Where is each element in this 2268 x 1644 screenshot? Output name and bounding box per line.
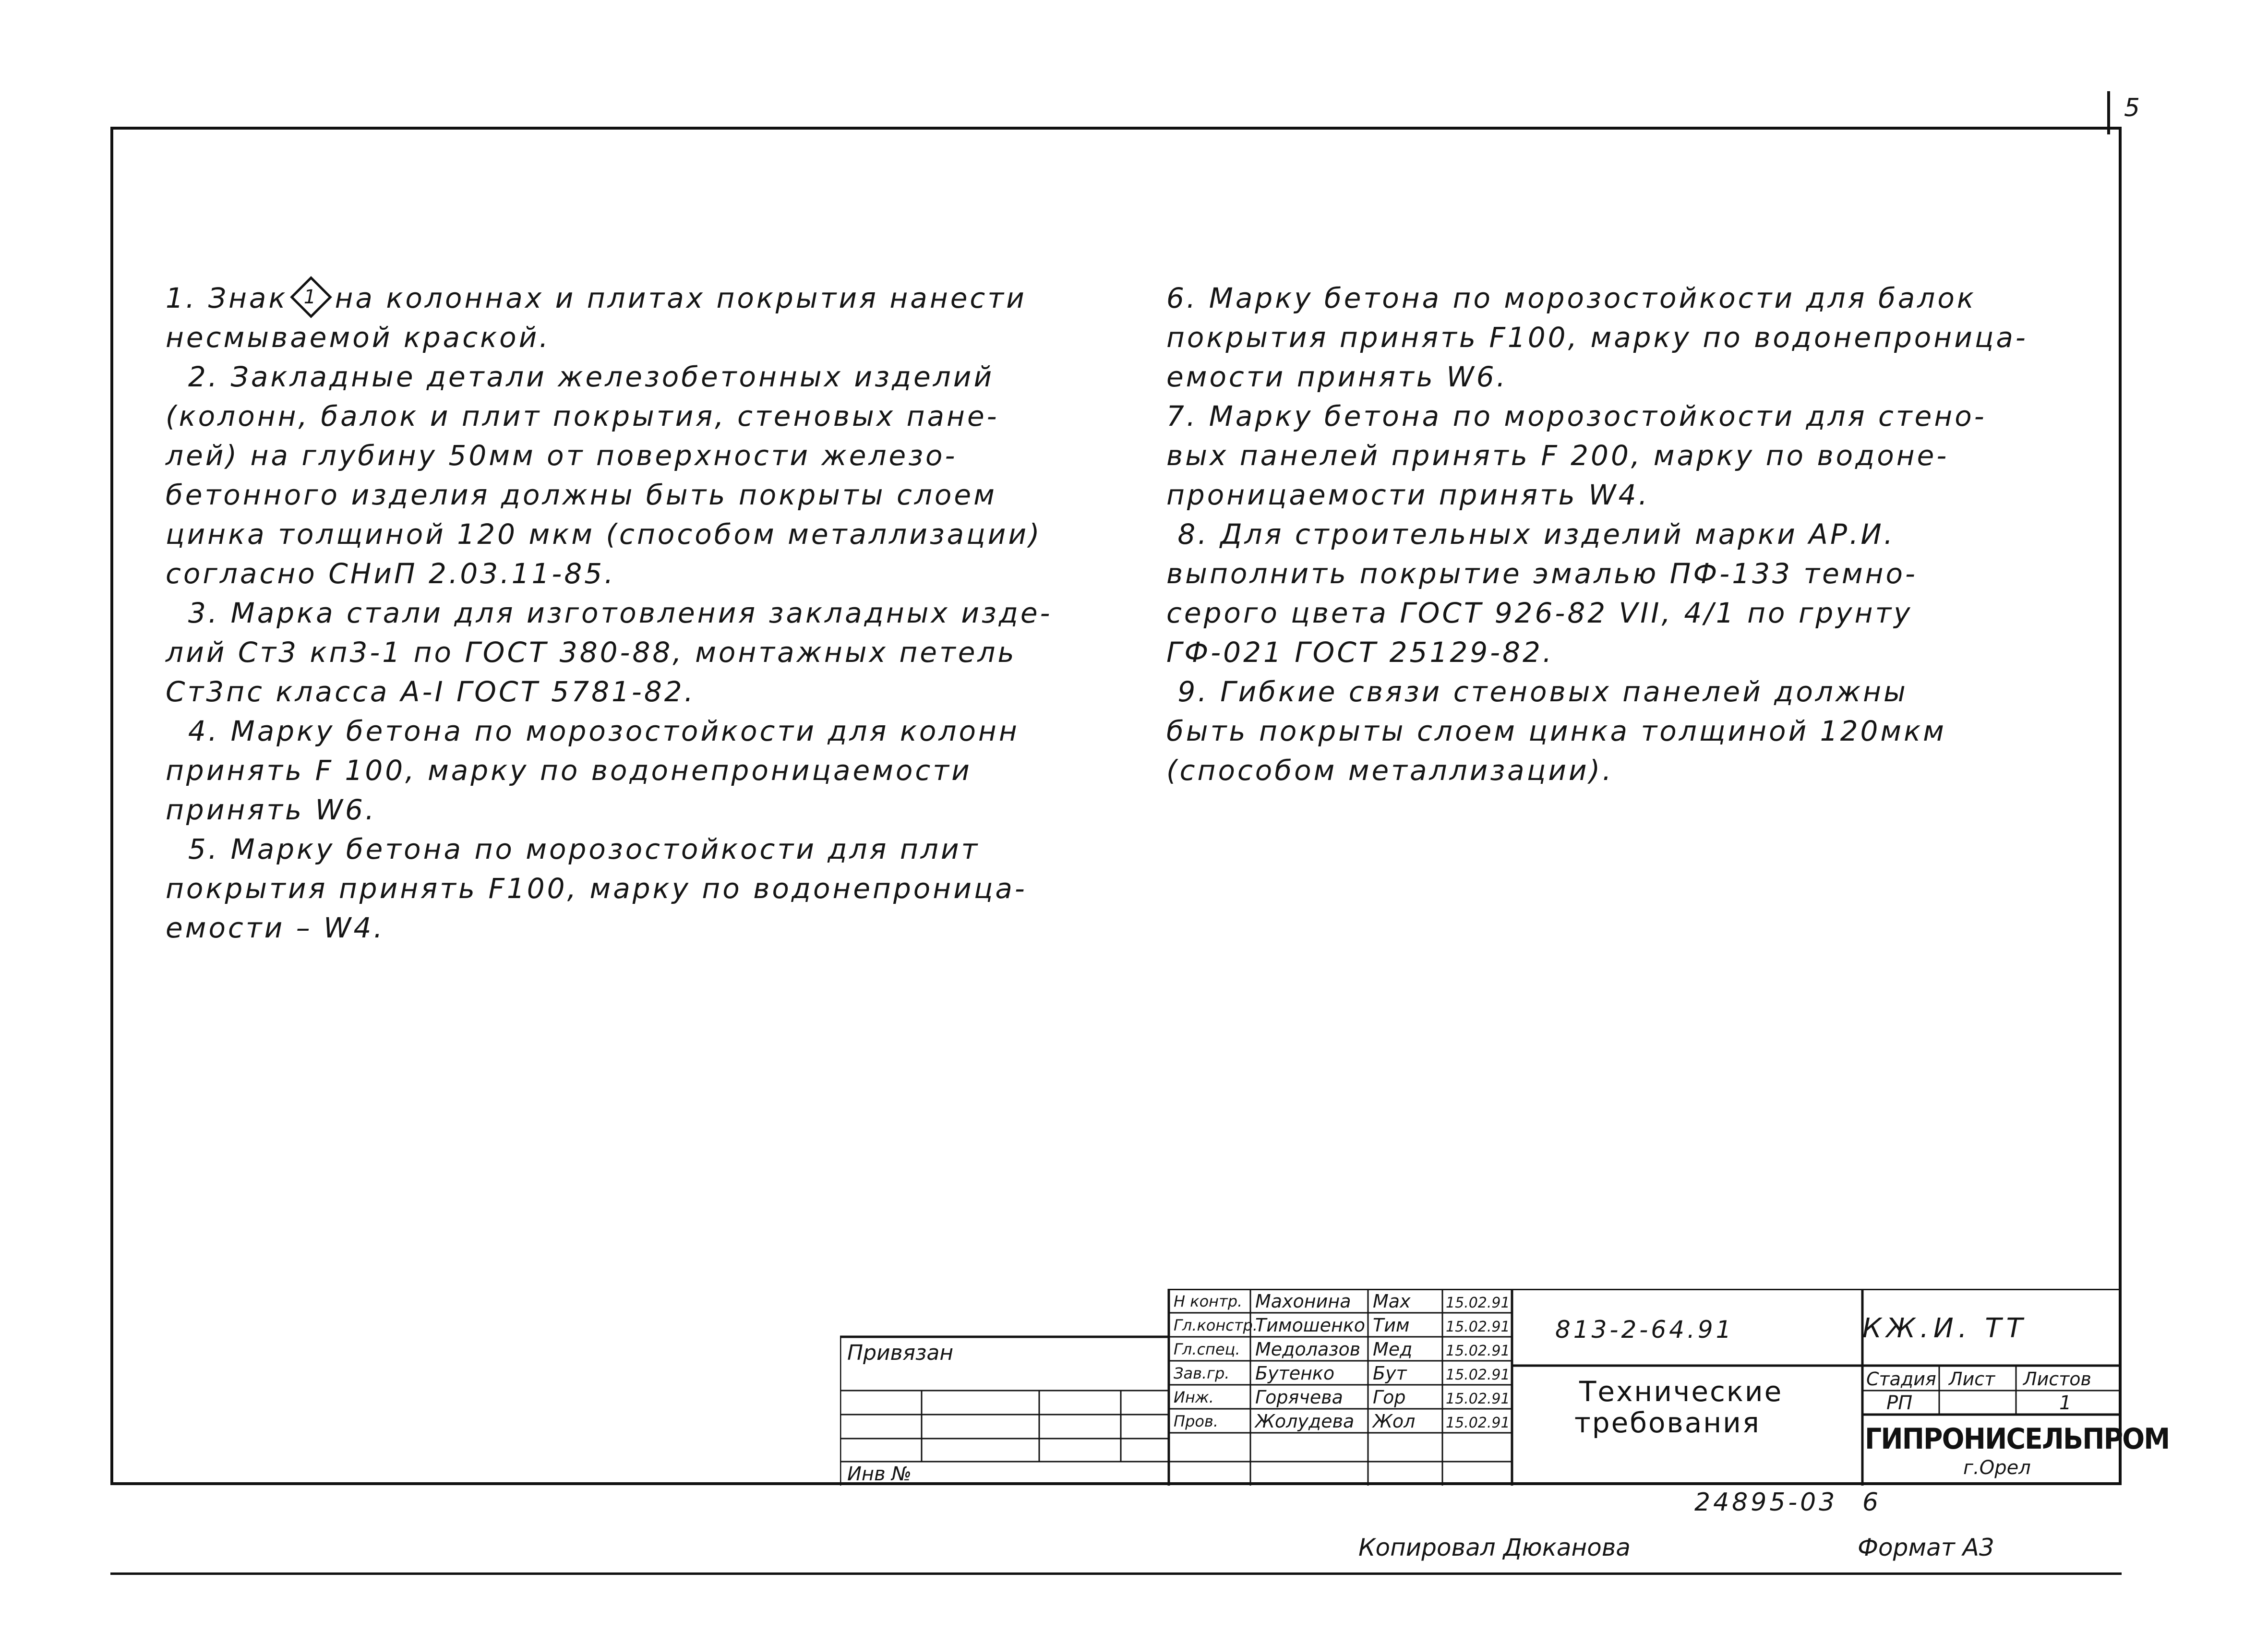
stage-header: Стадия [1866,1368,1936,1390]
note-8: 8. Для строительных изделий марки АР.И. выполнить покрытие эмалью ПФ-133 темно- серого цвета ГОСТ 926-82 VII, 4/1 по грунту ГФ-021 ГОСТ 25129-82. [1166,518,1918,669]
note-4: 4. Марку бетона по морозостойкости для колонн принять F 100, марку по водонепроницаемости принять W6. [166,715,1020,826]
inv-no-label: Инв № [847,1463,912,1485]
org-city: г.Орел [1963,1457,2031,1479]
doc-mark: КЖ.И. ТТ [1862,1313,2028,1344]
copied-by: Копировал Дюканова [1358,1534,1631,1561]
doc-code: 813-2-64.91 [1555,1316,1734,1344]
org-name: ГИПРОНИСЕЛЬПРОМ [1865,1422,2170,1456]
note-7: 7. Марку бетона по морозостойкости для стено- вых панелей принять F 200, марку по водоне- проницаемости принять W4. [1166,400,1987,511]
title-block: Привязан Инв № Н контр. Махонина Мах 15.02.91 Гл.констр. Тимошенко Тим 15.02.91 Гл.спец. Медолазов Мед 15.02.91 Зав.гр. Бутенко Бут 15.02.91 Инж. Горячева Гор 15.02.91 Пров. Жолудева Жол 15.02.91 813-2-64.91 КЖ.И. ТТ Технические требования Стадия Лист Листов РП 1 ГИПРОНИСЕЛЬПРОМ г.Орел [840,1289,2122,1486]
note-1: 1. Знак 1 на колоннах и плитах покрытия нанести несмываемой краской. [166,278,1027,357]
bottom-rule [110,1572,2122,1575]
note-6: 6. Марку бетона по морозостойкости для балок покрытия принять F100, марку по водонепроница- емости принять W6. [1166,282,2028,393]
doc-title-line1: Технические [1579,1375,1783,1408]
paper-format: Формат А3 [1858,1534,1994,1561]
note-2: 2. Закладные детали железобетонных изделий (колонн, балок и плит покрытия, стеновых пане- лей) на глубину 50мм от поверхности железо- бетонного изделия должны быть покрыты слоем цинка толщиной 120 мкм (способом металлизации) согласно СНиП 2.03.11-85. [166,360,1042,590]
note-5: 5. Марку бетона по морозостойкости для плит покрытия принять F100, марку по водонепроница- емости – W4. [166,833,1027,944]
doc-title-line2: требования [1574,1406,1761,1439]
sheets-header: Листов [2023,1368,2091,1390]
privyazan-label: Привязан [847,1341,954,1365]
sheet-header: Лист [1949,1368,1995,1390]
sheets-value: 1 [2059,1392,2072,1414]
sheet-number: 5 [2124,94,2140,122]
note-9: 9. Гибкие связи стеновых панелей должны быть покрыты слоем цинка толщиной 120мкм (способом металлизации). [1166,675,1946,787]
stage-value: РП [1886,1392,1913,1414]
archive-sheet: 6 [1862,1488,1879,1517]
sign-mark-icon: 1 [290,276,333,318]
note-3: 3. Марка стали для изготовления закладных изде- лий Ст3 кп3-1 по ГОСТ 380-88, монтажных петель Ст3пс класса А-I ГОСТ 5781-82. [166,597,1053,708]
archive-number: 24895-03 [1694,1488,1838,1517]
